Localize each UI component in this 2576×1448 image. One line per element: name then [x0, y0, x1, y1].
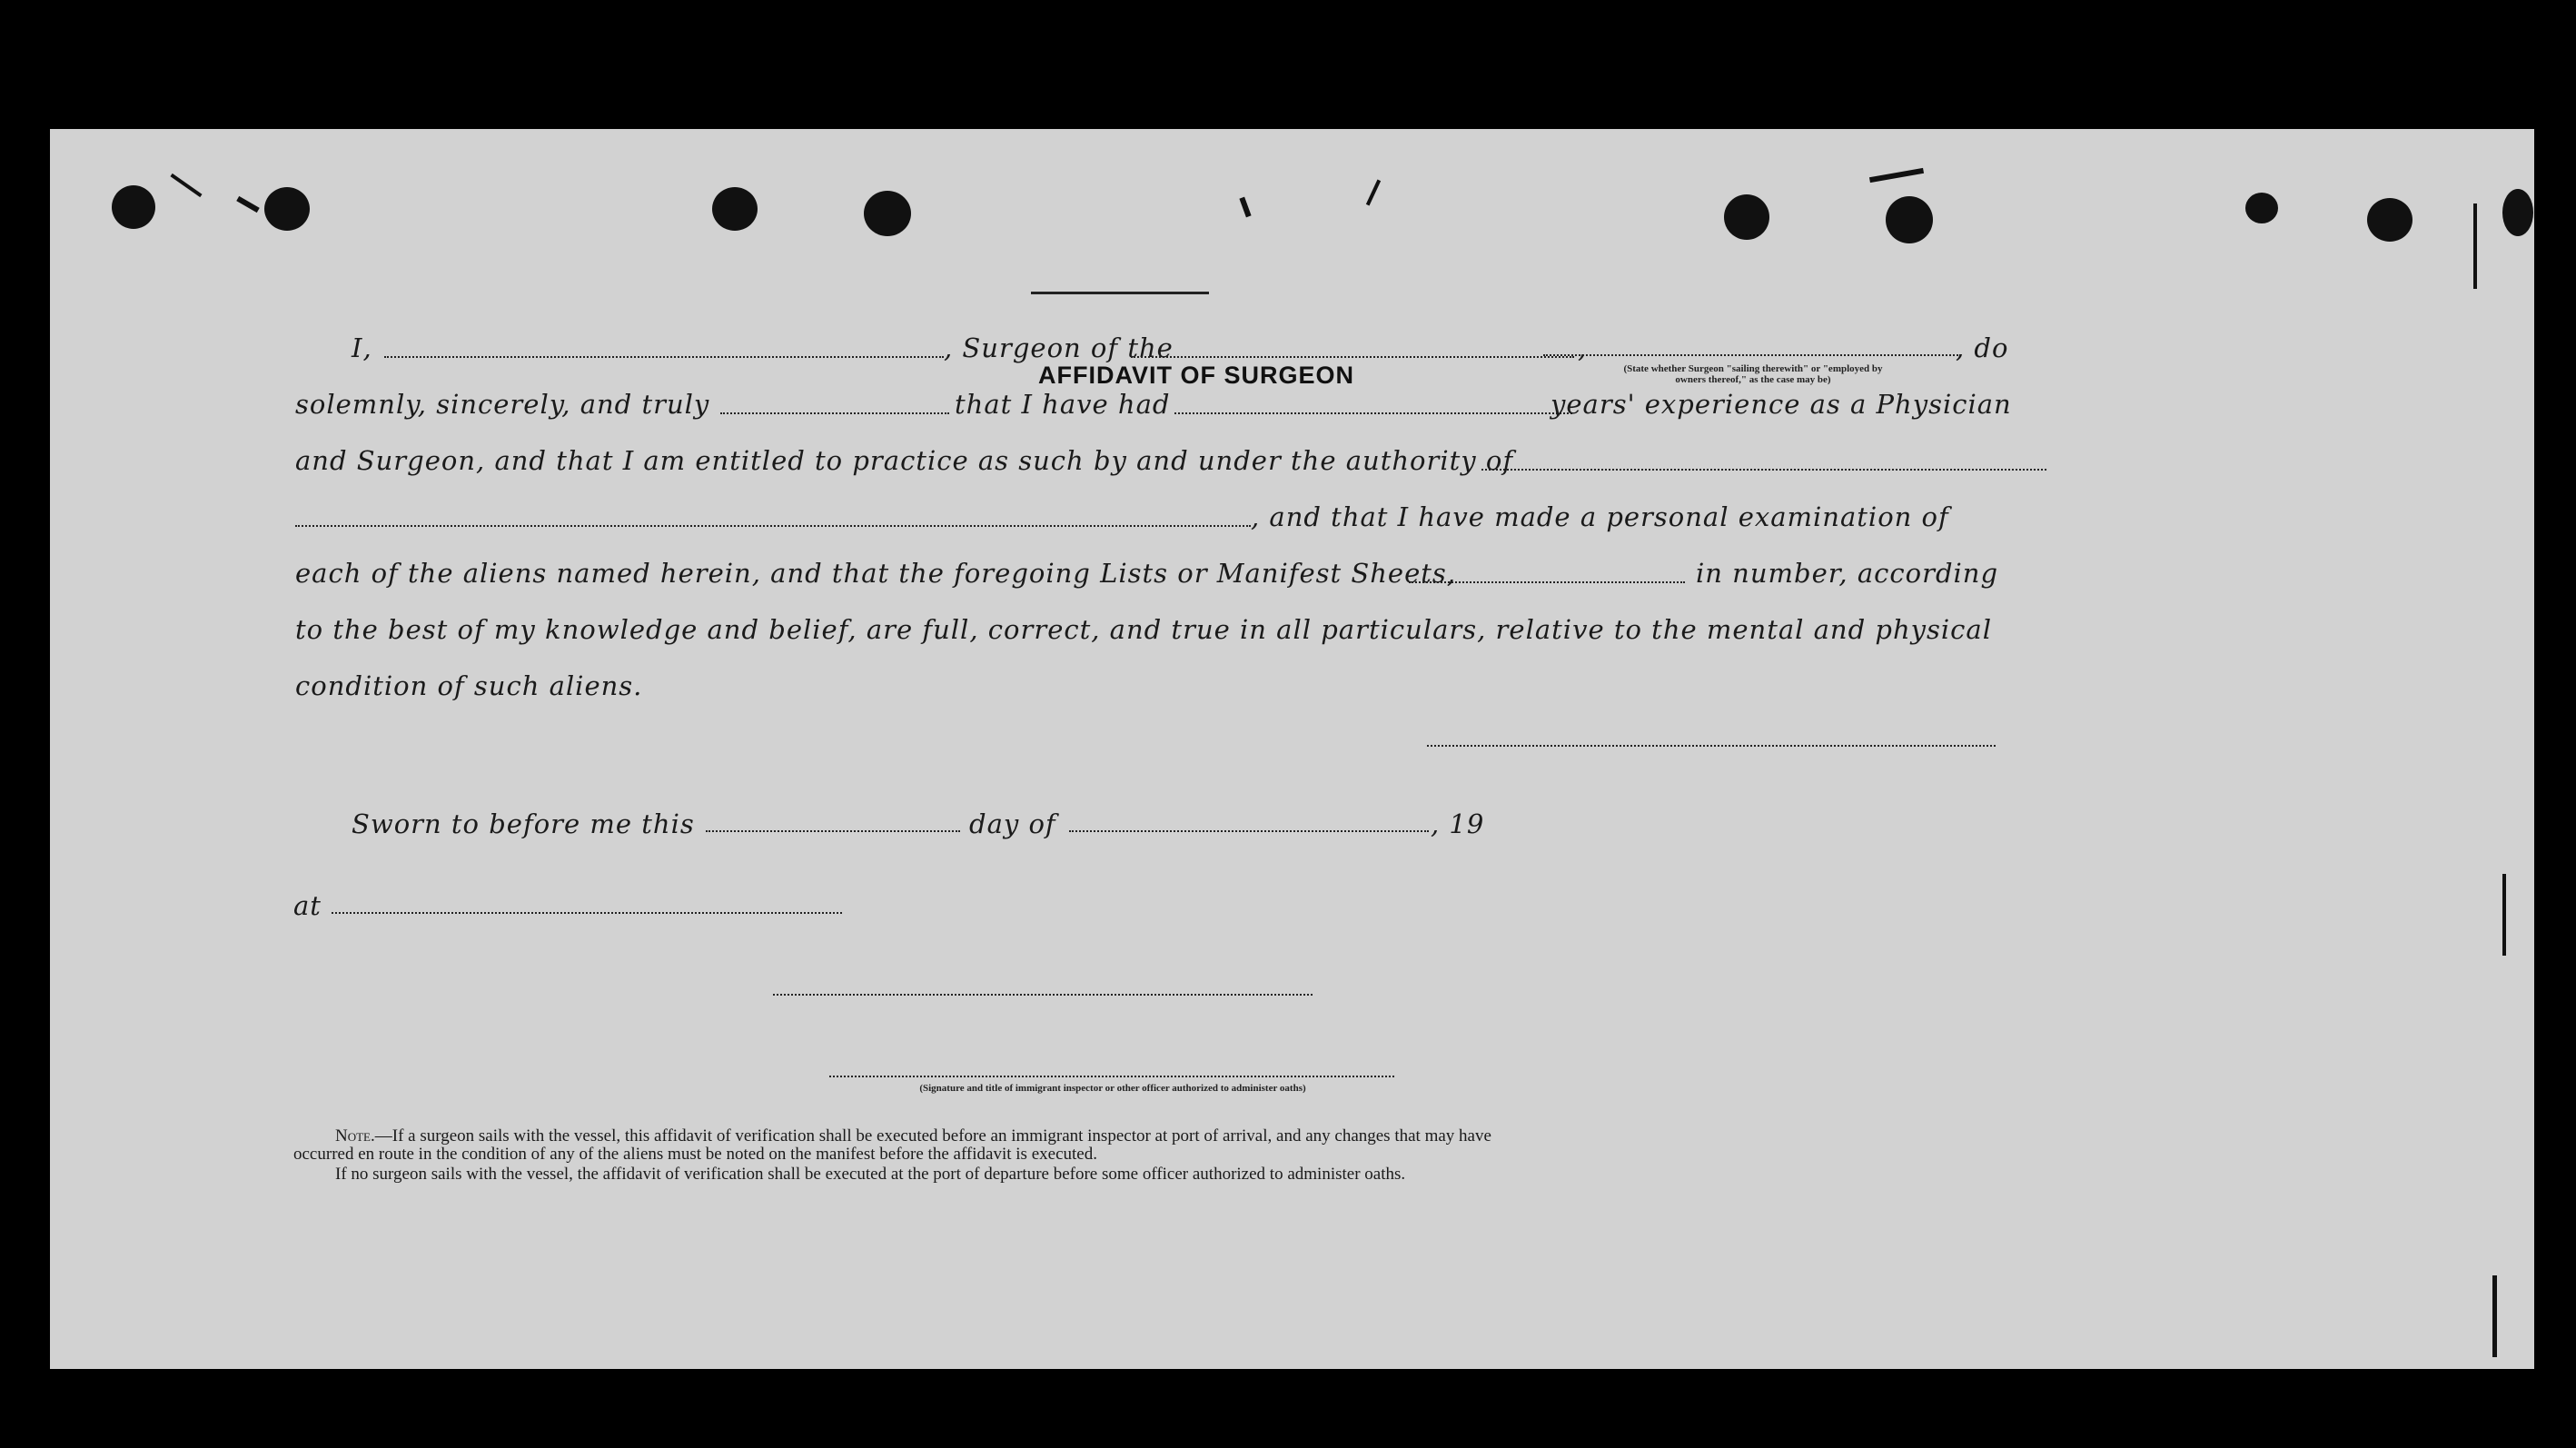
years-experience-field[interactable] [1174, 412, 1572, 414]
officer-title-field[interactable] [829, 1076, 1394, 1077]
text-that-i-have-had: that I have had [955, 389, 1171, 420]
text-year-19: , 19 [1431, 808, 1485, 839]
note-label: Note. [335, 1126, 375, 1146]
text-aliens-named: each of the aliens named herein, and that the foregoing Lists or Manifest Sheets, [295, 558, 1457, 589]
surgeon-status-hint-line2: owners thereof," as the case may be) [1675, 374, 1831, 385]
scratch-mark [1366, 180, 1381, 206]
punch-hole [712, 187, 758, 231]
punch-hole [864, 191, 911, 236]
surgeon-status-field[interactable] [1543, 354, 1961, 356]
text-do: , do [1956, 332, 2009, 363]
text-sworn-to: Sworn to before me this [352, 808, 695, 839]
text-best-knowledge: to the best of my knowledge and belief, are full, correct, and true in all particulars, relative to the mental and physical [295, 614, 1992, 645]
text-comma: , [1578, 332, 1588, 363]
punch-hole [2367, 198, 2413, 242]
manifest-count-field[interactable] [1409, 581, 1685, 583]
note-line-3: If no surgeon sails with the vessel, the affidavit of verification shall be executed at the port of departure before some officer authorized to administer oaths. [335, 1165, 1406, 1184]
text-solemnly: solemnly, sincerely, and truly [295, 389, 710, 420]
sworn-place-field[interactable] [332, 912, 842, 914]
surgeon-signature-field[interactable] [1427, 745, 1996, 747]
oath-form-field[interactable] [720, 412, 949, 414]
text-years-experience: years' experience as a Physician [1551, 389, 2012, 420]
authority-continued-field[interactable] [295, 525, 1251, 527]
punch-hole [1724, 194, 1769, 240]
sworn-month-field[interactable] [1069, 830, 1429, 832]
punch-hole [2245, 193, 2278, 223]
title-underline [1031, 292, 1209, 294]
scratch-mark [236, 196, 260, 213]
scratch-mark [2502, 874, 2506, 956]
form-sheet [50, 129, 2534, 1369]
text-personal-examination: , and that I have made a personal examination of [1251, 501, 1949, 532]
scratch-mark [1869, 168, 1924, 183]
text-in-number: in number, according [1696, 558, 1999, 589]
officer-signature-field[interactable] [773, 994, 1313, 996]
signature-caption: (Signature and title of immigrant inspector or other officer authorized to administer oaths) [919, 1083, 1306, 1094]
note-text-1: —If a surgeon sails with the vessel, this affidavit of verification shall be executed before an immigrant inspector at port of arrival, and any changes that may have [374, 1126, 1491, 1146]
scratch-mark [170, 174, 202, 197]
text-i: I, [352, 332, 372, 363]
form-title: AFFIDAVIT OF SURGEON [1038, 362, 1354, 389]
vessel-name-field[interactable] [1131, 356, 1574, 358]
scratch-mark [2473, 203, 2477, 289]
punch-hole [264, 187, 310, 231]
text-authority: and Surgeon, and that I am entitled to practice as such by and under the authority of [295, 445, 1514, 476]
authority-field[interactable] [1481, 469, 2046, 471]
punch-hole [2502, 189, 2533, 236]
surgeon-status-hint [1549, 363, 1957, 385]
punch-hole [112, 185, 155, 229]
sworn-day-field[interactable] [706, 830, 960, 832]
surgeon-status-hint-line1: (State whether Surgeon "sailing therewith" or "employed by [1623, 363, 1883, 374]
text-at: at [293, 890, 322, 921]
text-surgeon-of-the: , Surgeon of the [944, 332, 1174, 363]
note-line-1 [335, 1126, 1491, 1146]
scratch-mark [2492, 1275, 2497, 1357]
scratch-mark [1239, 197, 1251, 218]
text-day-of: day of [969, 808, 1056, 839]
text-condition: condition of such aliens. [295, 670, 643, 701]
punch-hole [1886, 196, 1933, 243]
note-line-2: occurred en route in the condition of any of the aliens must be noted on the manifest before the affidavit is executed. [293, 1145, 1097, 1164]
surgeon-name-field[interactable] [384, 356, 944, 358]
